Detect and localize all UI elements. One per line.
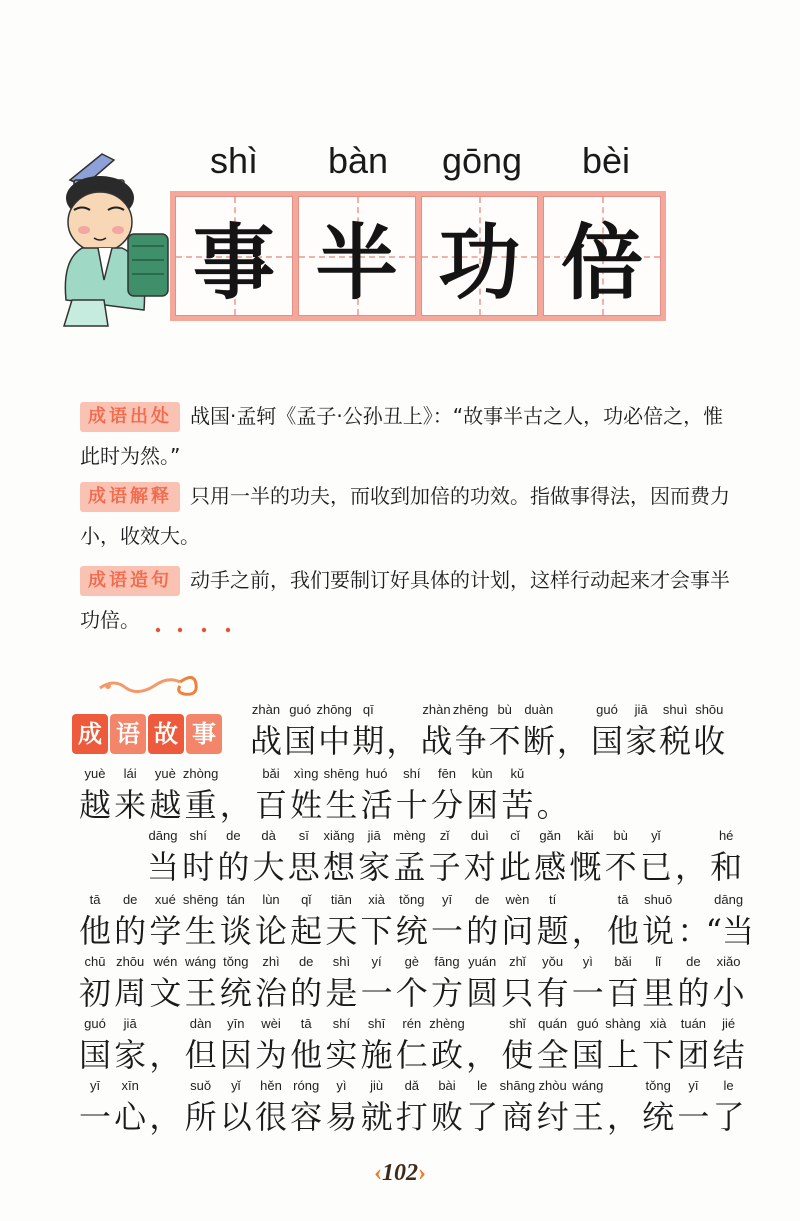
story-char: 下: [642, 1036, 675, 1074]
story-char: 一: [430, 912, 463, 950]
story-char: 谈: [219, 912, 252, 950]
story-pinyin: le: [477, 1078, 488, 1093]
story-char: 王: [184, 974, 217, 1012]
story-char: 不: [604, 848, 637, 886]
story-char: 越: [149, 786, 182, 824]
story-pinyin: yǐ: [231, 1078, 241, 1093]
story-char: 慨: [569, 848, 602, 886]
story-pinyin: tiān: [330, 892, 352, 907]
story-char: 国: [284, 722, 317, 760]
story-char: 子: [428, 848, 461, 886]
story-pinyin: shǐ: [509, 1016, 526, 1031]
story-pinyin: duàn: [524, 702, 554, 717]
section-tag: 成语造句: [80, 566, 180, 596]
story-pinyin: zhàn: [251, 702, 281, 717]
story-pinyin: shí: [189, 828, 207, 843]
origin-section: [80, 396, 730, 476]
story-char: 分: [430, 786, 463, 824]
story-char: ，: [466, 1036, 499, 1074]
story-pinyin: dàn: [189, 1016, 212, 1031]
story-pinyin: shí: [332, 1016, 351, 1031]
story-pinyin: kǎi: [577, 828, 594, 843]
story-char: 初: [78, 974, 111, 1012]
story-char-unit: [530, 766, 576, 832]
story-pinyin: dǎ: [404, 1078, 420, 1093]
story-pinyin: yì: [336, 1078, 347, 1093]
story-pinyin: shuō: [644, 892, 673, 907]
story-line: [0, 766, 800, 832]
story-char: 有: [536, 974, 569, 1012]
story-char-unit: [706, 1078, 752, 1144]
story-char: 以: [219, 1098, 252, 1136]
story-pinyin: qī: [362, 702, 374, 717]
story-pinyin: jiā: [123, 1016, 137, 1031]
story-char: 全: [536, 1036, 569, 1074]
story-char: 施: [360, 1036, 393, 1074]
story-pinyin: bǎi: [262, 766, 280, 781]
story-char: 的: [217, 848, 250, 886]
title-char: 事: [192, 215, 275, 311]
page-bracket-left: ‹: [374, 1160, 382, 1186]
story-char: 重: [184, 786, 217, 824]
story-char: 个: [395, 974, 428, 1012]
story-char: 说: [642, 912, 675, 950]
story-line: [0, 1016, 800, 1082]
story-char: 结: [712, 1036, 745, 1074]
story-char: 商: [501, 1098, 534, 1136]
story-pinyin: mèng: [393, 828, 426, 843]
story-pinyin: le: [723, 1078, 734, 1093]
story-char: 所: [184, 1098, 217, 1136]
story-pinyin: yīn: [227, 1016, 245, 1031]
title-char-cell: [543, 196, 661, 316]
story-pinyin: jiù: [370, 1078, 384, 1093]
story-char: 战: [420, 722, 453, 760]
story-char: 治: [254, 974, 287, 1012]
story-char: 心: [114, 1098, 147, 1136]
story-char-unit: [706, 954, 752, 1020]
story-pinyin: zhēng: [452, 702, 489, 717]
emphasis-dots: [152, 626, 234, 634]
story-char: 税: [659, 722, 692, 760]
story-char: 了: [466, 1098, 499, 1136]
story-char: 的: [290, 974, 323, 1012]
story-pinyin: guó: [289, 702, 311, 717]
title-char: 倍: [561, 215, 644, 311]
story-char: ，: [556, 722, 589, 760]
story-pinyin: xià: [649, 1016, 667, 1031]
story-pinyin: shāng: [499, 1078, 536, 1093]
meaning-section: [80, 476, 730, 556]
story-char: ，: [571, 912, 604, 950]
story-pinyin: bǎi: [614, 954, 632, 969]
story-char: 十: [395, 786, 428, 824]
story-char: 文: [149, 974, 182, 1012]
story-char: 天: [325, 912, 358, 950]
story-char: 大: [252, 848, 285, 886]
story-pinyin: shōu: [695, 702, 724, 717]
story-line: [0, 828, 800, 894]
story-char: 很: [254, 1098, 287, 1136]
title-char: 半: [315, 215, 398, 311]
story-pinyin: zhōng: [316, 702, 352, 717]
story-char: ，: [149, 1036, 182, 1074]
story-char: 时: [182, 848, 215, 886]
title-pinyin-row: [172, 140, 668, 182]
story-pinyin: de: [474, 892, 490, 907]
story-pinyin: guó: [84, 1016, 106, 1031]
title-pinyin: bàn: [327, 140, 389, 181]
story-line: [0, 892, 800, 958]
story-pinyin: wáng: [185, 954, 217, 969]
idiom-title-frame: [170, 191, 666, 321]
story-char: 易: [325, 1098, 358, 1136]
story-pinyin: dà: [261, 828, 276, 843]
story-pinyin: yǒu: [542, 954, 564, 969]
story-pinyin: xué: [154, 892, 176, 907]
story-char: 一: [571, 974, 604, 1012]
story-pinyin: tǒng: [223, 954, 249, 969]
story-pinyin: zhōu: [116, 954, 145, 969]
story-char: 仁: [395, 1036, 428, 1074]
story-char: 问: [501, 912, 534, 950]
story-char: 打: [395, 1098, 428, 1136]
story-char: 战: [249, 722, 282, 760]
story-char: 他: [78, 912, 111, 950]
story-pinyin: cǐ: [510, 828, 520, 843]
story-pinyin: tán: [226, 892, 245, 907]
story-pinyin: wén: [153, 954, 178, 969]
story-pinyin: shī: [367, 1016, 386, 1031]
story-pinyin: huó: [365, 766, 388, 781]
story-pinyin: zhòu: [538, 1078, 567, 1093]
story-pinyin: chū: [84, 954, 106, 969]
story-char: 里: [642, 974, 675, 1012]
story-pinyin: jiā: [367, 828, 381, 843]
story-pinyin: tā: [89, 892, 101, 907]
story-pinyin: hěn: [260, 1078, 282, 1093]
story-char: 就: [360, 1098, 393, 1136]
story-pinyin: xìng: [293, 766, 319, 781]
title-char: 功: [438, 215, 521, 311]
story-pinyin: wèn: [505, 892, 530, 907]
story-char: 是: [325, 974, 358, 1012]
story-pinyin: dāng: [148, 828, 178, 843]
story-char: 圆: [466, 974, 499, 1012]
story-char: 了: [712, 1098, 745, 1136]
story-char: ，: [219, 786, 252, 824]
page-bracket-right: ›: [418, 1160, 426, 1186]
story-pinyin: de: [686, 954, 701, 969]
story-char: 家: [625, 722, 658, 760]
story-char: 思: [287, 848, 320, 886]
story-char: 的: [114, 912, 147, 950]
story-pinyin: shēng: [182, 892, 219, 907]
story-char: 当: [146, 848, 179, 886]
story-pinyin: lǐ: [655, 954, 662, 969]
story-char: ，: [674, 848, 707, 886]
title-char-cell: [298, 196, 416, 316]
story-char: 一: [677, 1098, 710, 1136]
story-char-unit: [706, 892, 752, 958]
story-pinyin: zhòng: [182, 766, 219, 781]
story-pinyin: tǒng: [399, 892, 425, 907]
story-tag-char: 事: [186, 714, 222, 754]
story-pinyin: yī: [89, 1078, 101, 1093]
story-char: 收: [693, 722, 726, 760]
story-pinyin: zhàn: [422, 702, 451, 717]
section-tag: 成语出处: [80, 402, 180, 432]
story-char: 为: [254, 1036, 287, 1074]
story-char: 苦: [501, 786, 534, 824]
story-pinyin: yī: [441, 892, 453, 907]
story-char-unit: [686, 702, 732, 768]
story-pinyin: fāng: [434, 954, 460, 969]
story-char: 小: [712, 974, 745, 1012]
story-char: 断: [522, 722, 555, 760]
story-char: 题: [536, 912, 569, 950]
story-char: 他: [290, 1036, 323, 1074]
story-line: [0, 954, 800, 1020]
story-pinyin: duì: [470, 828, 489, 843]
story-char: 团: [677, 1036, 710, 1074]
story-char: ，: [606, 1098, 639, 1136]
story-tag-char: 故: [148, 714, 184, 754]
story-char: 纣: [536, 1098, 569, 1136]
story-char-unit: [703, 828, 749, 894]
story-pinyin: sī: [298, 828, 309, 843]
story-pinyin: bù: [613, 828, 628, 843]
story-char: 期: [352, 722, 385, 760]
story-char: 只: [501, 974, 534, 1012]
story-char: 已: [639, 848, 672, 886]
story-pinyin: jié: [722, 1016, 736, 1031]
story-pinyin: yí: [371, 954, 382, 969]
story-char: 统: [642, 1098, 675, 1136]
story-pinyin: lái: [123, 766, 137, 781]
story-tag-char: 语: [110, 714, 146, 754]
story-pinyin: gè: [404, 954, 420, 969]
story-pinyin: de: [298, 954, 314, 969]
story-char: 实: [325, 1036, 358, 1074]
story-char: 来: [114, 786, 147, 824]
story-char: 。: [536, 786, 569, 824]
story-char: 家: [114, 1036, 147, 1074]
story-pinyin: shàng: [605, 1016, 641, 1031]
story-char: 感: [534, 848, 567, 886]
cloud-swirl-decoration: [96, 668, 200, 700]
story-char: 政: [430, 1036, 463, 1074]
story-pinyin: shí: [403, 766, 421, 781]
story-pinyin: yuè: [154, 766, 176, 781]
story-char: 和: [710, 848, 743, 886]
story-pinyin: wáng: [572, 1078, 604, 1093]
story-pinyin: xīn: [121, 1078, 139, 1093]
story-char: 百: [254, 786, 287, 824]
title-pinyin: bèi: [581, 140, 631, 181]
story-char: 生: [184, 912, 217, 950]
story-char: 因: [219, 1036, 252, 1074]
story-pinyin: kùn: [471, 766, 493, 781]
story-char: 国: [78, 1036, 111, 1074]
story-pinyin: gǎn: [539, 828, 562, 843]
story-char: 起: [290, 912, 323, 950]
story-pinyin: suǒ: [190, 1078, 212, 1093]
story-char: 百: [606, 974, 639, 1012]
story-char: 但: [184, 1036, 217, 1074]
story-pinyin: xià: [368, 892, 385, 907]
story-pinyin: rén: [402, 1016, 422, 1031]
story-char: 不: [488, 722, 521, 760]
story-pinyin: xiǎo: [716, 954, 741, 969]
story-char: 下: [360, 912, 393, 950]
story-pinyin: tuán: [680, 1016, 707, 1031]
story-char: 此: [498, 848, 531, 886]
section-text: 只用一半的功夫，而收到加倍的功效。指做事得法，因而费力小，收效大。: [80, 484, 730, 548]
section-text: 动手之前，我们要制订好具体的计划，这样行动起来才会事半功倍。: [80, 568, 730, 632]
story-char: ，: [386, 722, 419, 760]
story-pinyin: qǐ: [301, 892, 312, 907]
story-pinyin: jiā: [634, 702, 648, 717]
story-char: 败: [430, 1098, 463, 1136]
story-pinyin: tā: [300, 1016, 312, 1031]
story-pinyin: zhǐ: [509, 954, 526, 969]
story-pinyin: guó: [596, 702, 618, 717]
section-text: 战国·孟轲《孟子·公孙丑上》：“故事半古之人，功必倍之，惟此时为然。”: [80, 404, 724, 468]
story-char: 越: [78, 786, 111, 824]
story-pinyin: bài: [438, 1078, 456, 1093]
story-char: ：: [677, 912, 710, 950]
story-char: 姓: [290, 786, 323, 824]
story-pinyin: zǐ: [439, 828, 450, 843]
story-char: 争: [454, 722, 487, 760]
story-char: 的: [677, 974, 710, 1012]
story-pinyin: yuè: [84, 766, 106, 781]
story-pinyin: tā: [617, 892, 629, 907]
title-pinyin: gōng: [441, 140, 523, 181]
story-char: 国: [571, 1036, 604, 1074]
scholar-illustration: [52, 150, 180, 332]
story-char: 困: [466, 786, 499, 824]
story-char: 学: [149, 912, 182, 950]
page-number-value: 102: [382, 1160, 418, 1186]
story-char: 王: [571, 1098, 604, 1136]
title-char-cell: [175, 196, 293, 316]
story-char: ，: [149, 1098, 182, 1136]
story-char: 对: [463, 848, 496, 886]
story-pinyin: shuì: [662, 702, 688, 717]
story-pinyin: lùn: [262, 892, 280, 907]
page-number: [0, 1160, 800, 1187]
story-char: 统: [395, 912, 428, 950]
story-char: 一: [78, 1098, 111, 1136]
story-char: 论: [254, 912, 287, 950]
story-char: “当: [705, 912, 754, 950]
story-pinyin: wèi: [261, 1016, 281, 1031]
story-pinyin: tí: [548, 892, 557, 907]
story-char: 他: [606, 912, 639, 950]
story-tag-char: 成: [72, 714, 108, 754]
story-pinyin: bù: [497, 702, 512, 717]
story-pinyin: yī: [688, 1078, 699, 1093]
story-char-unit: [706, 1016, 752, 1082]
story-char: 孟: [393, 848, 426, 886]
story-pinyin: shēng: [323, 766, 360, 781]
story-pinyin: de: [226, 828, 241, 843]
story-char: 一: [360, 974, 393, 1012]
story-pinyin: dāng: [714, 892, 744, 907]
story-pinyin: shì: [332, 954, 351, 969]
story-pinyin: guó: [576, 1016, 599, 1031]
story-pinyin: quán: [538, 1016, 568, 1031]
title-char-cell: [421, 196, 539, 316]
story-char: 周: [114, 974, 147, 1012]
story-char: 容: [290, 1098, 323, 1136]
story-pinyin: hé: [718, 828, 734, 843]
story-line: [0, 1078, 800, 1144]
story-char: 上: [606, 1036, 639, 1074]
story-char: 方: [430, 974, 463, 1012]
story-char: 使: [501, 1036, 534, 1074]
story-char: 家: [358, 848, 391, 886]
story-char: 统: [219, 974, 252, 1012]
story-pinyin: fēn: [437, 766, 457, 781]
story-pinyin: tǒng: [645, 1078, 671, 1093]
story-pinyin: zhèng: [429, 1016, 465, 1031]
story-char: 的: [466, 912, 499, 950]
story-char: 国: [590, 722, 623, 760]
story-pinyin: yǐ: [651, 828, 661, 843]
story-char: 活: [360, 786, 393, 824]
story-char: 生: [325, 786, 358, 824]
story-pinyin: xiǎng: [323, 828, 355, 843]
story-char: 中: [318, 722, 351, 760]
story-char: 想: [322, 848, 355, 886]
section-tag: 成语解释: [80, 482, 180, 512]
story-pinyin: róng: [293, 1078, 320, 1093]
story-pinyin: de: [122, 892, 138, 907]
story-pinyin: yuán: [468, 954, 497, 969]
story-pinyin: zhì: [262, 954, 280, 969]
story-pinyin: yì: [582, 954, 593, 969]
story-pinyin: kǔ: [510, 766, 525, 781]
story-line: [0, 702, 800, 768]
title-pinyin: shì: [209, 140, 259, 181]
